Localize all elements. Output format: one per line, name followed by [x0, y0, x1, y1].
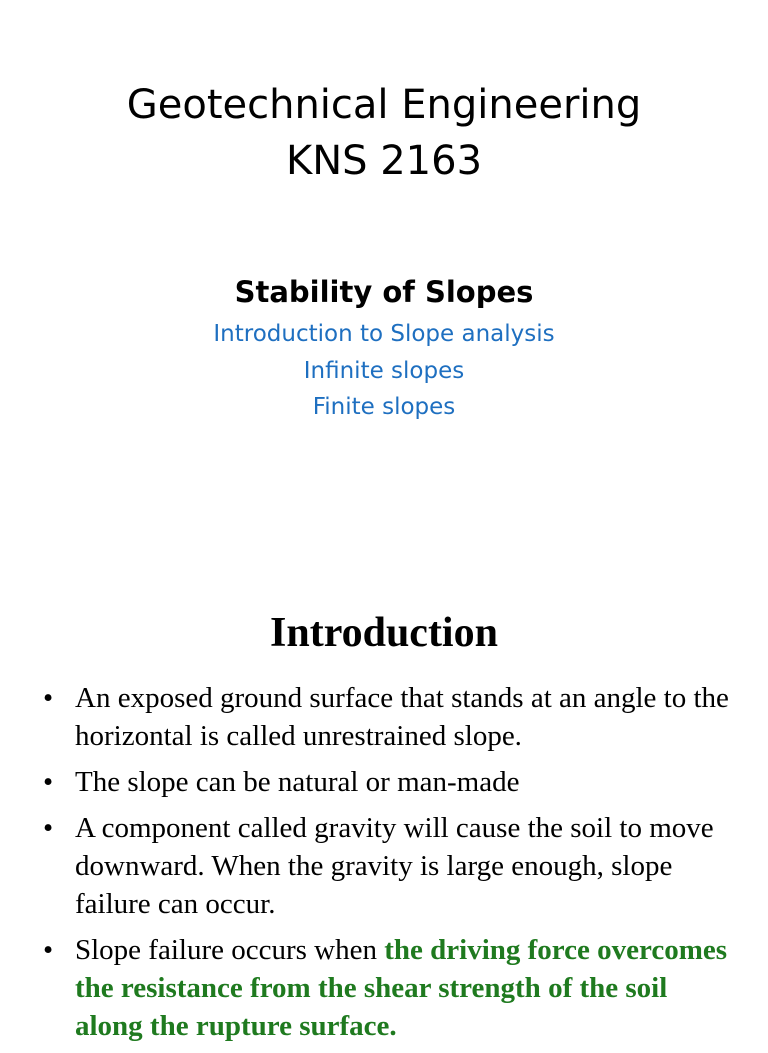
bullet-emphasis: the driving force overcomes the resistance from the shear strength of the soil along the rupture surface.: [75, 934, 728, 1042]
bullet-icon: •: [43, 934, 54, 966]
bullet-item: [40, 679, 740, 755]
topic-subtitle: Stability of Slopes: [234, 275, 534, 309]
bullet-text: Slope failure occurs when: [75, 934, 385, 966]
course-code: KNS 2163: [285, 138, 483, 184]
topic-item: Introduction to Slope analysis: [213, 321, 555, 347]
bullet-text: A component called gravity will cause the soil to move downward. When the gravity is large enough, slope failure can occur.: [75, 812, 714, 920]
bullet-icon: •: [43, 766, 54, 798]
bullet-item: [40, 931, 740, 1045]
bullet-item: [40, 809, 740, 923]
bullet-text: An exposed ground surface that stands at an angle to the horizontal is called unrestrained slope.: [75, 682, 729, 752]
section-heading: Introduction: [270, 610, 498, 656]
topic-item: Finite slopes: [312, 394, 456, 420]
bullet-list: [40, 679, 740, 1053]
bullet-text: The slope can be natural or man-made: [75, 766, 520, 798]
bullet-item: [40, 763, 740, 801]
bullet-icon: •: [43, 812, 54, 844]
slide-divider: [0, 510, 768, 518]
topic-item: Infinite slopes: [303, 358, 465, 384]
bullet-icon: •: [43, 682, 54, 714]
course-title: Geotechnical Engineering: [126, 82, 642, 128]
